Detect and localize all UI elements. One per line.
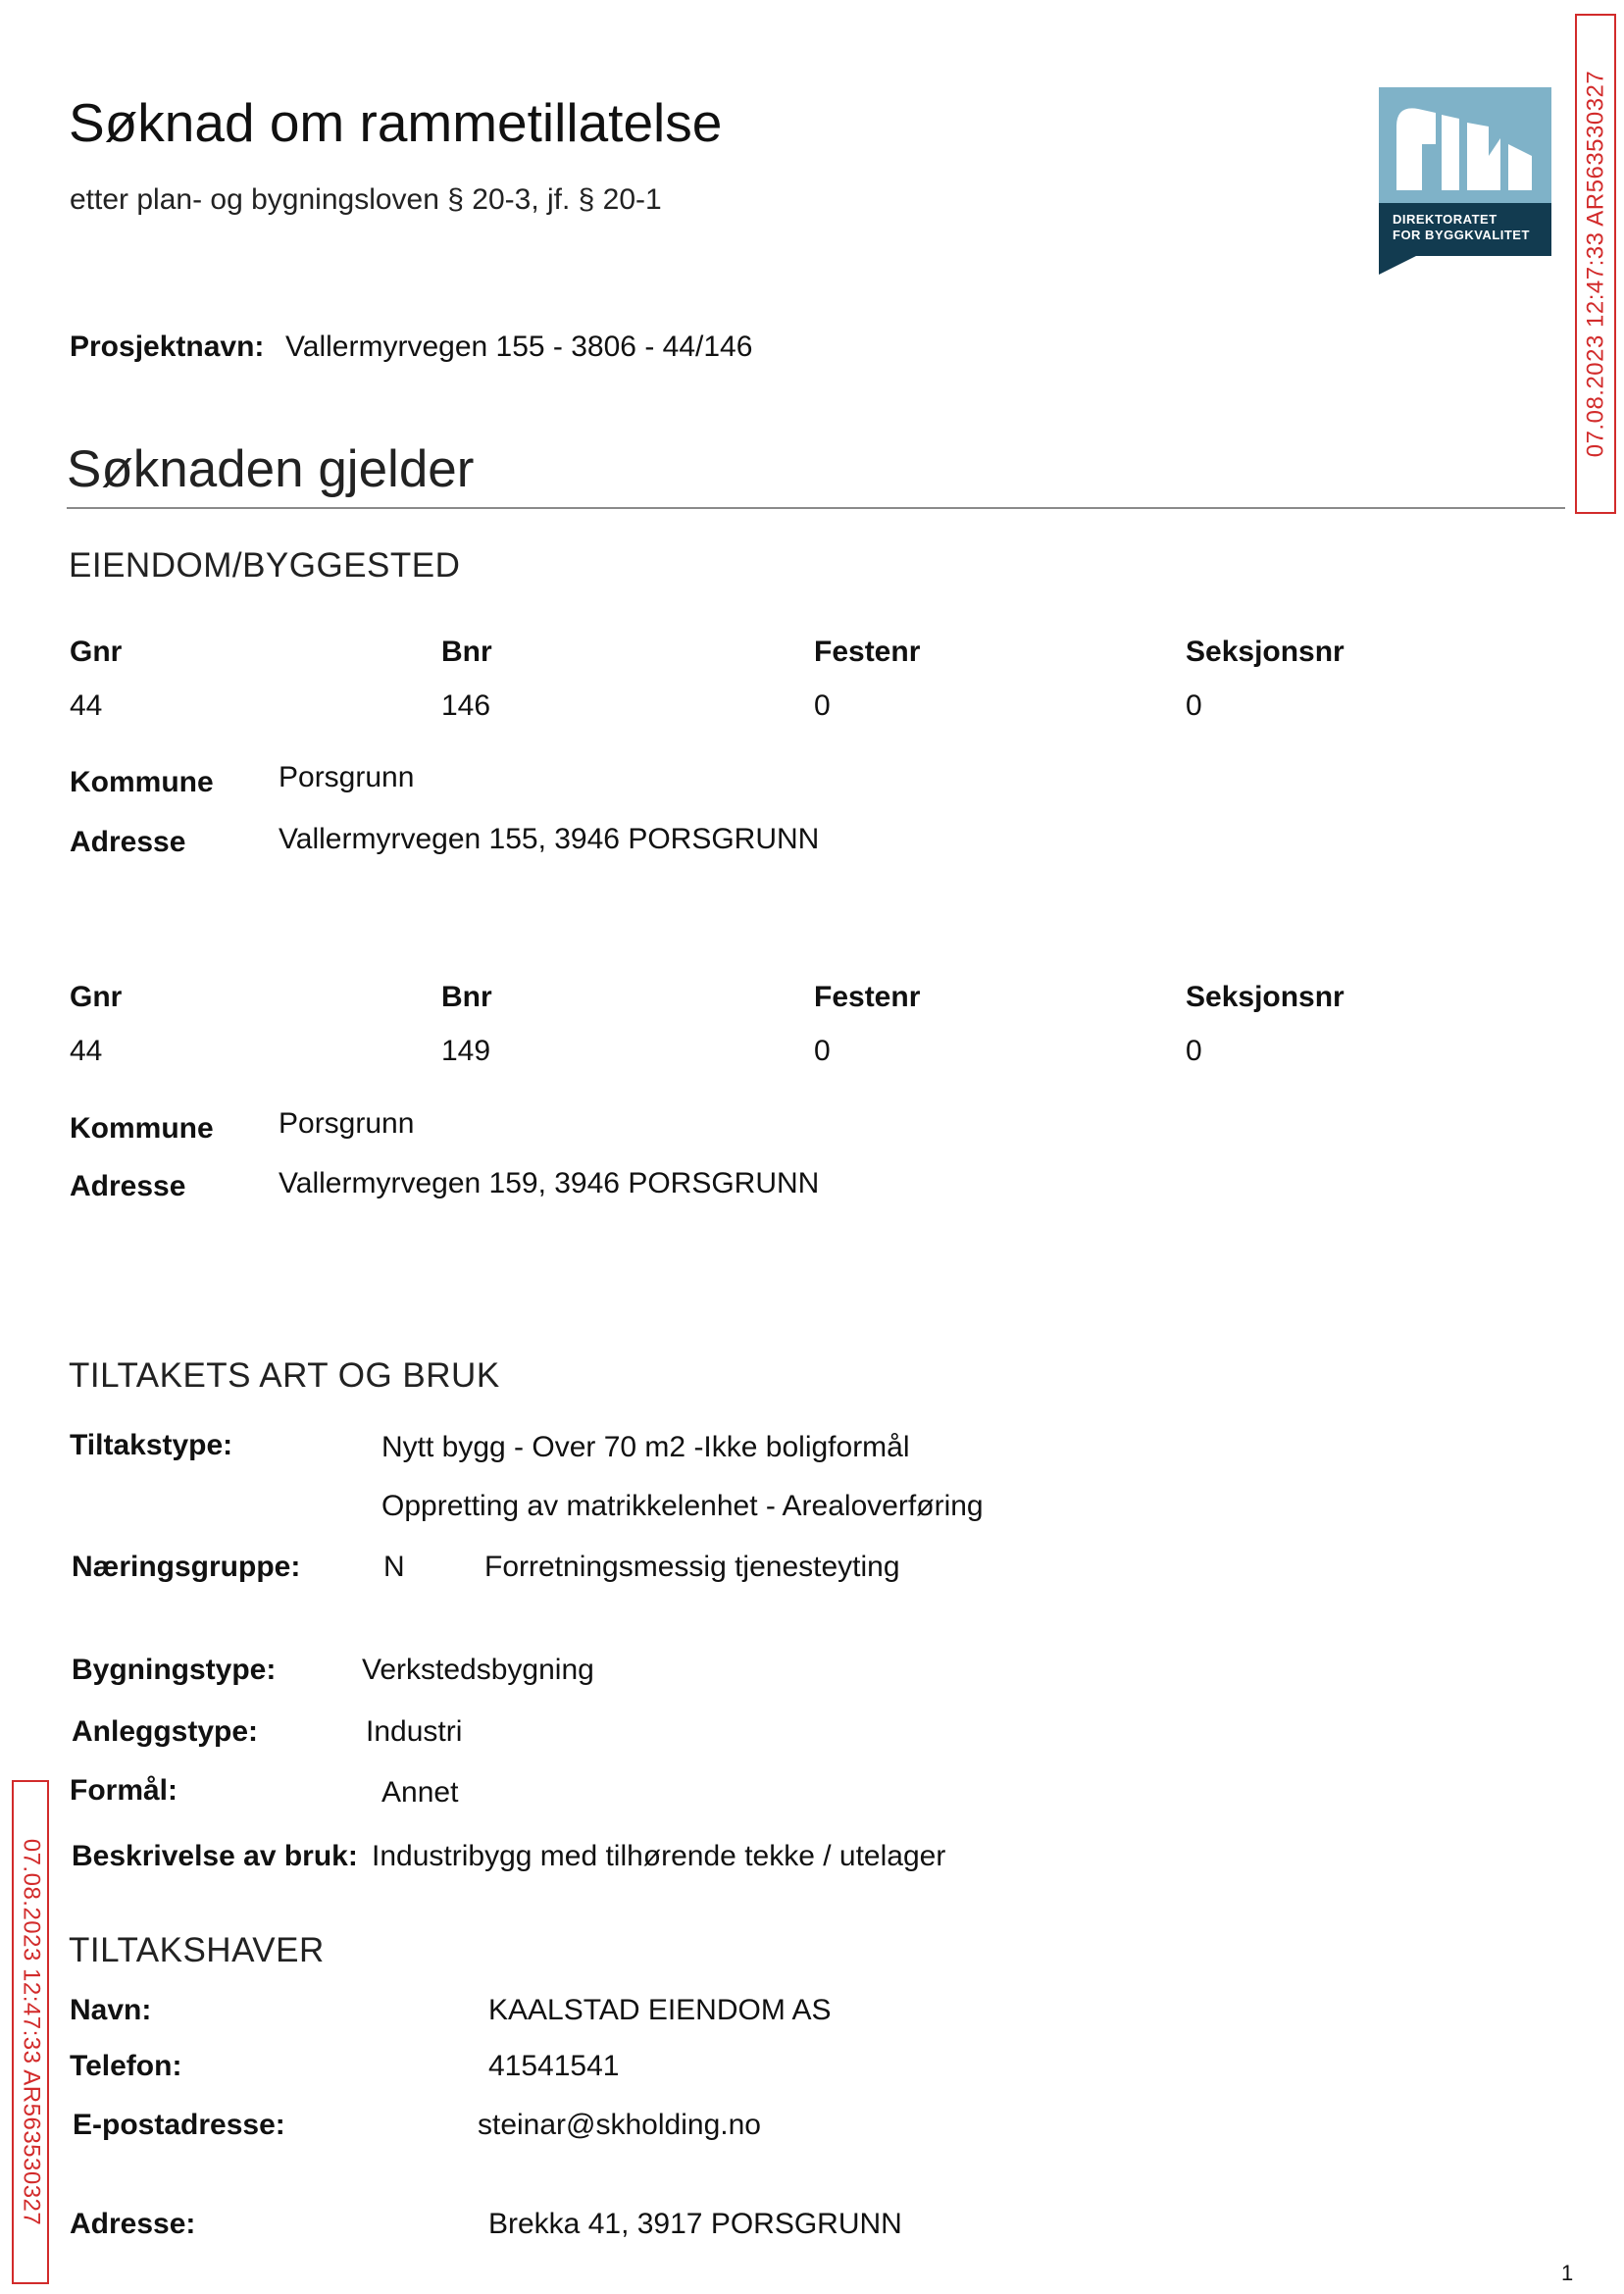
document-subtitle: etter plan- og bygningsloven § 20-3, jf. § 20-1	[70, 183, 662, 216]
anleggstype-label: Anleggstype:	[72, 1715, 259, 1748]
main-heading: Søknaden gjelder	[67, 440, 475, 498]
property-seksjonsnr: 0	[1186, 689, 1202, 722]
formal-label: Formål:	[70, 1774, 178, 1807]
project-name-label: Prosjektnavn:	[70, 331, 265, 363]
property-festenr: 0	[814, 1035, 831, 1067]
property-bnr: 146	[441, 689, 491, 722]
section-heading-eiendom: EIENDOM/BYGGESTED	[69, 546, 461, 585]
navn-label: Navn:	[70, 1994, 152, 2026]
epost-label: E-postadresse:	[73, 2109, 285, 2141]
property-gnr: 44	[70, 689, 103, 722]
telefon-label: Telefon:	[70, 2050, 182, 2082]
adresse-label: Adresse:	[70, 2208, 196, 2240]
page-number: 1	[1561, 2261, 1574, 2285]
adresse-label: Adresse	[70, 1170, 186, 1202]
stamp-text: 07.08.2023 12:47:33 AR563530327	[18, 1838, 44, 2226]
bygningstype-label: Bygningstype:	[72, 1654, 277, 1686]
epost-value: steinar@skholding.no	[478, 2109, 761, 2141]
section-heading-tiltak: TILTAKETS ART OG BRUK	[69, 1356, 500, 1395]
adresse-label: Adresse	[70, 826, 186, 858]
col-header-seksjonsnr: Seksjonsnr	[1186, 981, 1345, 1013]
col-header-gnr: Gnr	[70, 636, 123, 668]
col-header-bnr: Bnr	[441, 981, 492, 1013]
kommune-value: Porsgrunn	[279, 1107, 415, 1140]
naeringsgruppe-value: Forretningsmessig tjenesteyting	[484, 1551, 900, 1583]
heading-divider	[67, 507, 1565, 509]
project-name-value: Vallermyrvegen 155 - 3806 - 44/146	[285, 331, 753, 363]
col-header-bnr: Bnr	[441, 636, 492, 668]
beskrivelse-label: Beskrivelse av bruk:	[72, 1840, 358, 1872]
section-heading-tiltakshaver: TILTAKSHAVER	[69, 1931, 325, 1969]
logo-emblem	[1379, 87, 1551, 203]
naeringsgruppe-code: N	[383, 1551, 405, 1583]
beskrivelse-value: Industribygg med tilhørende tekke / utelager	[372, 1840, 946, 1872]
navn-value: KAALSTAD EIENDOM AS	[488, 1994, 832, 2026]
bygningstype-value: Verkstedsbygning	[362, 1654, 594, 1686]
timestamp-stamp-side	[12, 1780, 49, 2284]
logo-text-line2: FOR BYGGKVALITET	[1393, 228, 1530, 242]
property-gnr: 44	[70, 1035, 103, 1067]
formal-value: Annet	[381, 1776, 459, 1809]
anleggstype-value: Industri	[366, 1715, 463, 1748]
document-title: Søknad om rammetillatelse	[69, 92, 723, 153]
timestamp-stamp-top	[1575, 14, 1616, 514]
telefon-value: 41541541	[488, 2050, 620, 2082]
stamp-text: 07.08.2023 12:47:33 AR563530327	[1582, 70, 1608, 458]
tiltakstype-label: Tiltakstype:	[70, 1429, 233, 1461]
adresse-value: Vallermyrvegen 155, 3946 PORSGRUNN	[279, 823, 820, 855]
adresse-value: Vallermyrvegen 159, 3946 PORSGRUNN	[279, 1167, 820, 1199]
kommune-value: Porsgrunn	[279, 761, 415, 793]
col-header-seksjonsnr: Seksjonsnr	[1186, 636, 1345, 668]
property-bnr: 149	[441, 1035, 491, 1067]
logo-text-line1: DIREKTORATET	[1393, 212, 1497, 227]
tiltakstype-value: Nytt bygg - Over 70 m2 -Ikke boligformål	[381, 1431, 910, 1463]
col-header-gnr: Gnr	[70, 981, 123, 1013]
logo-tab	[1379, 256, 1416, 275]
kommune-label: Kommune	[70, 766, 214, 798]
col-header-festenr: Festenr	[814, 981, 921, 1013]
adresse-value: Brekka 41, 3917 PORSGRUNN	[488, 2208, 902, 2240]
kommune-label: Kommune	[70, 1112, 214, 1145]
naeringsgruppe-label: Næringsgruppe:	[72, 1551, 301, 1583]
property-festenr: 0	[814, 689, 831, 722]
tiltakstype-value: Oppretting av matrikkelenhet - Arealoverføring	[381, 1490, 984, 1522]
col-header-festenr: Festenr	[814, 636, 921, 668]
property-seksjonsnr: 0	[1186, 1035, 1202, 1067]
dibk-logo	[1379, 87, 1551, 275]
